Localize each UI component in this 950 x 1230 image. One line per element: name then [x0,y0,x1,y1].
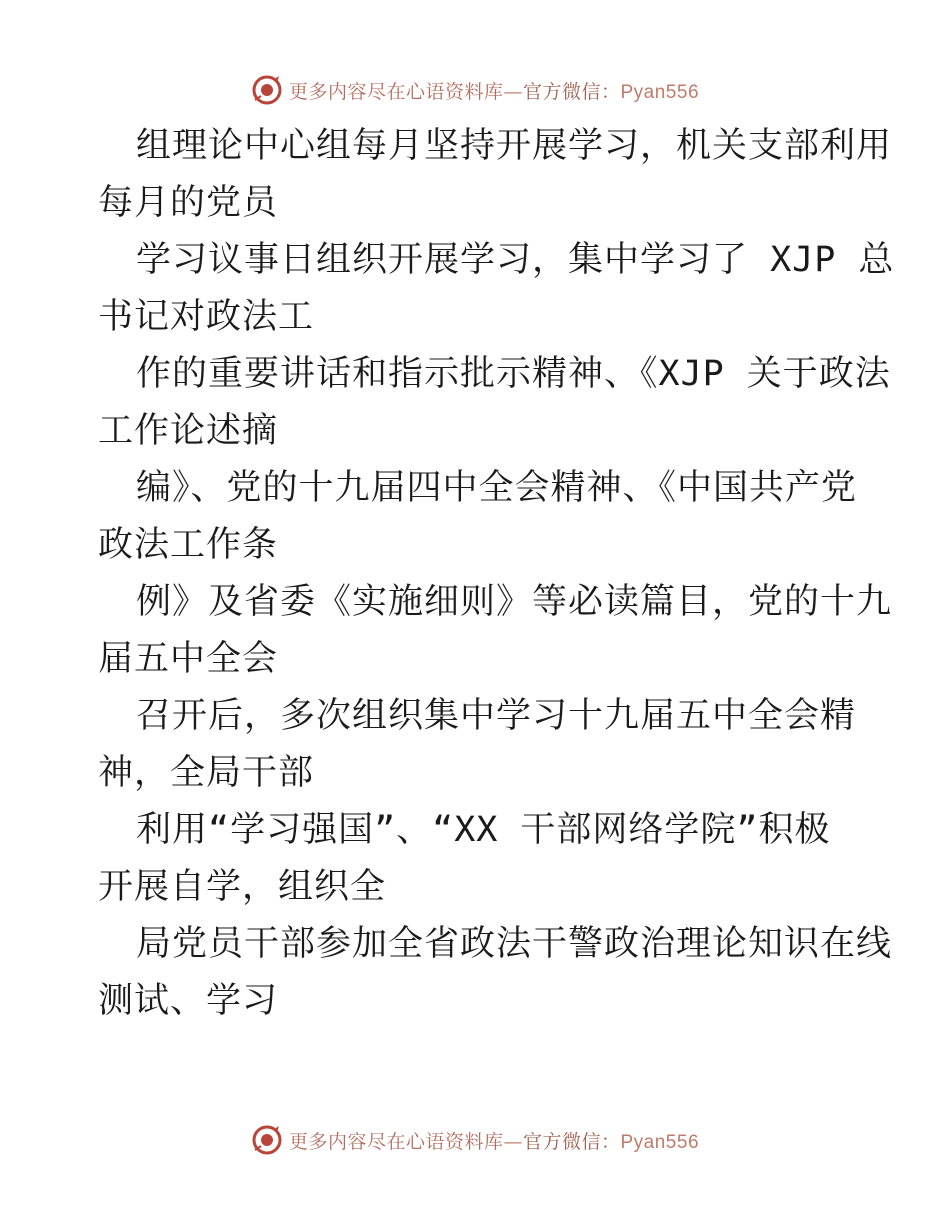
footer-wechat-label: 官方微信： [522,1130,621,1153]
header-brand-text: 更多内容尽在心语资料库 [288,80,504,103]
header-separator: — [503,80,523,103]
footer-separator: — [503,1130,523,1153]
body-line: 每月的党员 [98,183,279,223]
body-line: 届五中全会 [98,639,279,679]
body-line: 工作论述摘 [98,411,279,451]
logo-icon [251,1124,283,1156]
body-line: 召开后，多次组织集中学习十九届五中全会精 [136,696,857,736]
body-line: 学习议事日组织开展学习，集中学习了 XJP 总 [136,240,895,280]
footer-brand-text: 更多内容尽在心语资料库 [288,1130,504,1153]
body-line: 作的重要讲话和指示批示精神、《XJP 关于政法 [136,354,891,394]
document-body [98,118,895,1030]
body-line: 编》、党的十九届四中全会精神、《中国共产党 [136,468,858,508]
logo-icon [251,74,283,106]
body-line: 政法工作条 [98,525,279,565]
body-line: 神，全局干部 [98,753,315,793]
header-banner-text [289,77,699,104]
body-line: 局党员干部参加全省政法干警政治理论知识在线 [136,924,893,964]
footer-banner [0,1120,950,1160]
body-line: 利用“学习强国”、“XX 干部网络学院”积极 [136,810,831,850]
header-banner [0,70,950,110]
footer-wechat-id: Pyan556 [620,1131,700,1153]
header-wechat-id: Pyan556 [620,81,700,103]
body-line: 组理论中心组每月坚持开展学习，机关支部利用 [136,126,893,166]
body-line: 开展自学，组织全 [98,867,387,907]
body-line: 测试、学习 [98,981,279,1021]
body-line: 例》及省委《实施细则》等必读篇目，党的十九 [136,582,893,622]
header-wechat-label: 官方微信： [522,80,621,103]
footer-banner-text [289,1127,699,1154]
body-line: 书记对政法工 [98,297,315,337]
